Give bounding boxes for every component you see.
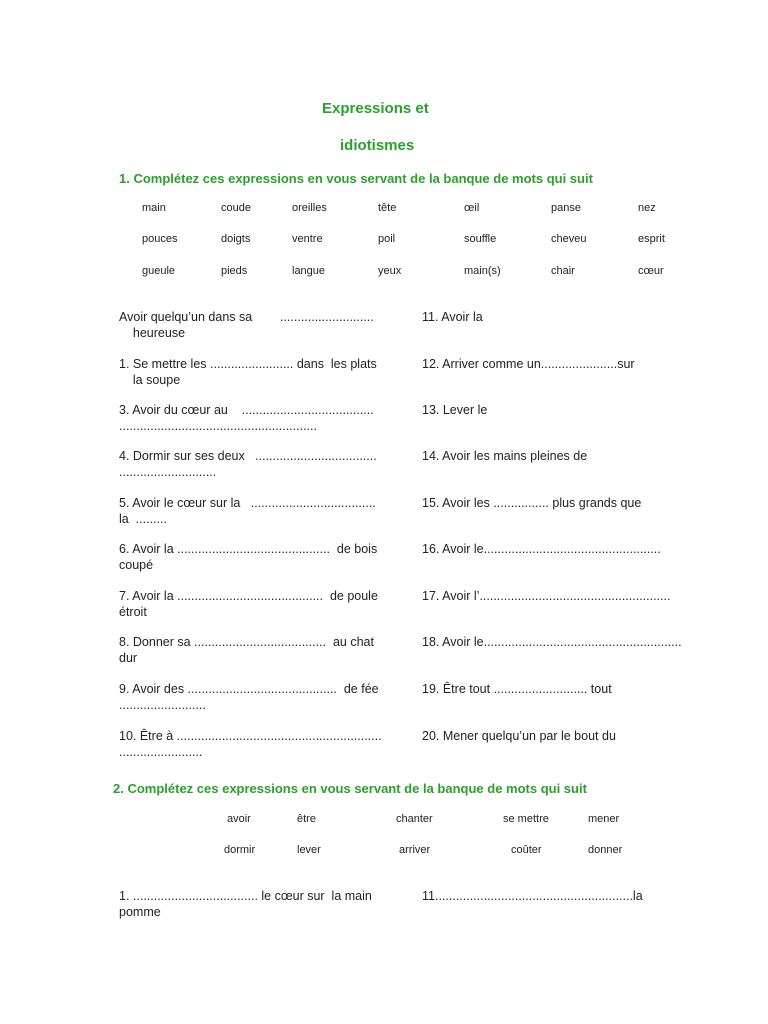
exercise-left-line: 10. Être à ........................................................... <box>119 729 382 743</box>
exercise-left-line: 1. Se mettre les ........................ dans les plats <box>119 357 377 371</box>
exercise-left-line: heureuse <box>119 326 186 340</box>
word-bank-1-item: pouces <box>142 233 178 245</box>
section-2-heading: 2. Complétez ces expressions en vous servant de la banque de mots qui suit <box>113 781 587 796</box>
exercise-right-line: 20. Mener quelqu’un par le bout du <box>422 729 616 743</box>
exercise-left-line: la soupe <box>119 373 181 387</box>
word-bank-2-item: avoir <box>227 813 251 825</box>
exercise-left-line: la ......... <box>119 512 167 526</box>
word-bank-2-item: lever <box>297 844 321 856</box>
exercise-right-line: 11. Avoir la <box>422 310 483 324</box>
exercise-right-line: 12. Arriver comme un......................sur <box>422 357 635 371</box>
exercise-left-line: 5. Avoir le cœur sur la .................................... <box>119 496 376 510</box>
word-bank-1-item: pieds <box>221 265 248 277</box>
exercise-left-line: dur <box>119 651 138 665</box>
section-1-heading: 1. Complétez ces expressions en vous servant de la banque de mots qui suit <box>119 171 593 186</box>
word-bank-1-item: cheveu <box>551 233 587 245</box>
exercise-left-line: 3. Avoir du cœur au ...................................... <box>119 403 374 417</box>
exercise-left-line: ......................................................... <box>119 419 317 433</box>
title-line-2: idiotismes <box>340 137 415 154</box>
exercise-left-line: Avoir quelqu’un dans sa ........................... <box>119 310 374 324</box>
word-bank-1-item: œil <box>464 202 480 214</box>
word-bank-1-item: main <box>142 202 166 214</box>
word-bank-1-item: nez <box>638 202 656 214</box>
title-line-1: Expressions et <box>322 100 429 117</box>
word-bank-1-item: panse <box>551 202 581 214</box>
word-bank-1-item: oreilles <box>292 202 327 214</box>
exercise-left-line: coupé <box>119 558 154 572</box>
word-bank-1-item: yeux <box>378 265 402 277</box>
word-bank-1-item: esprit <box>638 233 665 245</box>
word-bank-1-item: doigts <box>221 233 251 245</box>
exercise-right-line: 11.........................................................la <box>422 889 643 903</box>
exercise-left-line: ......................... <box>119 698 206 712</box>
word-bank-2-item: être <box>297 813 316 825</box>
exercise-right-line: 19. Être tout ........................... tout <box>422 682 612 696</box>
exercise-right-line: 17. Avoir l’....................................................... <box>422 589 671 603</box>
word-bank-1-item: poil <box>378 233 396 245</box>
exercise-left-line: 9. Avoir des ........................................... de fée <box>119 682 379 696</box>
exercise-left-line: pomme <box>119 905 161 919</box>
exercise-right-line: 14. Avoir les mains pleines de <box>422 449 588 463</box>
exercise-right-line: 15. Avoir les ................ plus grands que <box>422 496 642 510</box>
word-bank-1-item: ventre <box>292 233 323 245</box>
word-bank-2-item: chanter <box>396 813 433 825</box>
exercise-left-line: étroit <box>119 605 147 619</box>
exercise-left-line: 6. Avoir la ............................................ de bois <box>119 542 378 556</box>
word-bank-2-item: mener <box>588 813 620 825</box>
exercise-left-line: 7. Avoir la .......................................... de poule <box>119 589 378 603</box>
exercise-right-line: 13. Lever le <box>422 403 488 417</box>
word-bank-1-item: tête <box>378 202 397 214</box>
exercise-right-line: 18. Avoir le......................................................... <box>422 635 682 649</box>
word-bank-2-item: coûter <box>511 844 542 856</box>
word-bank-1-item: cœur <box>638 265 664 277</box>
word-bank-1-item: langue <box>292 265 326 277</box>
exercise-right-line: 16. Avoir le................................................... <box>422 542 661 556</box>
word-bank-1-item: souffle <box>464 233 497 245</box>
word-bank-2-item: donner <box>588 844 623 856</box>
word-bank-1-item: chair <box>551 265 575 277</box>
word-bank-1-item: gueule <box>142 265 176 277</box>
exercise-left-line: ............................ <box>119 465 217 479</box>
word-bank-2-item: arriver <box>399 844 431 856</box>
word-bank-1-item: coude <box>221 202 251 214</box>
exercise-left-line: 8. Donner sa ...................................... au chat <box>119 635 374 649</box>
word-bank-1-item: main(s) <box>464 265 501 277</box>
exercise-left-line: 1. .................................... le cœur sur la main <box>119 889 372 903</box>
exercise-left-line: ........................ <box>119 745 203 759</box>
exercise-left-line: 4. Dormir sur ses deux ................................... <box>119 449 377 463</box>
word-bank-2-item: se mettre <box>503 813 549 825</box>
word-bank-2-item: dormir <box>224 844 256 856</box>
